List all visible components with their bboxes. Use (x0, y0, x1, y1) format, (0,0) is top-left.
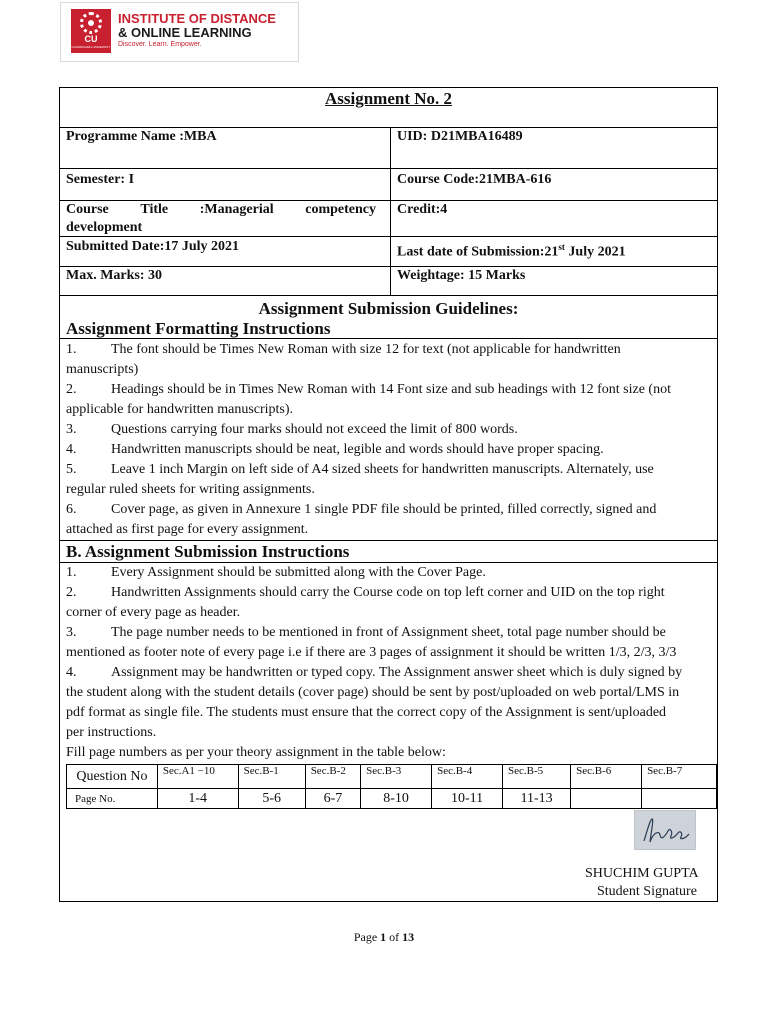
format-item-text: applicable for handwritten manuscripts). (66, 402, 294, 417)
logo-tagline: Discover. Learn. Empower. (118, 41, 202, 48)
last-date-of-submission (397, 239, 626, 261)
section-header: Sec.B-4 (432, 765, 503, 789)
weightage: Weightage: 15 Marks (397, 268, 526, 283)
submit-item-text: Every Assignment should be submitted along with the Cover Page. (111, 565, 486, 580)
page-range (571, 789, 642, 809)
format-item-text: Handwritten manuscripts should be neat, legible and words should have proper spacing. (111, 442, 604, 457)
format-item-number: 2. (66, 382, 77, 397)
format-item-text: regular ruled sheets for writing assignments. (66, 482, 315, 497)
last-date-sup: st (558, 242, 565, 252)
institute-logo (60, 2, 299, 62)
submit-item-text: per instructions. (66, 725, 157, 740)
submitted-date: Submitted Date:17 July 2021 (66, 239, 240, 254)
page-number-table (66, 764, 717, 809)
last-date-prefix: Last date of Submission:21 (397, 244, 559, 260)
submit-item-text: mentioned as footer note of every page i.e if there are 3 pages of assignment it should be written 1/3, 2/3, 3/3 (66, 645, 677, 660)
format-item-number: 4. (66, 442, 77, 457)
format-item-text: Cover page, as given in Annexure 1 single PDF file should be printed, filled correctly, signed and (111, 502, 657, 517)
format-item-text: Leave 1 inch Margin on left side of A4 sized sheets for handwritten manuscripts. Alternately, use (111, 462, 654, 477)
last-date-suffix: July 2021 (564, 244, 626, 260)
page-no-label: Page No. (67, 789, 158, 809)
logo-line-1: INSTITUTE OF DISTANCE (118, 11, 276, 26)
section-header: Sec.B-1 (238, 765, 305, 789)
fill-note: Fill page numbers as per your theory assignment in the table below: (66, 745, 446, 760)
page-range (642, 789, 717, 809)
section-header: Sec.B-3 (361, 765, 432, 789)
divider (60, 236, 717, 237)
submit-item-text: corner of every page as header. (66, 605, 241, 620)
format-item-number: 5. (66, 462, 77, 477)
format-item-number: 6. (66, 502, 77, 517)
format-item-number: 3. (66, 422, 77, 437)
submit-item-text: the student along with the student details (cover page) should be sent by post/uploaded on web portal/LMS in (66, 685, 680, 700)
course-code: Course Code:21MBA-616 (397, 172, 552, 187)
divider (60, 540, 717, 541)
divider (60, 200, 717, 201)
page-footer (0, 930, 768, 945)
course-title-word: Title (140, 202, 169, 217)
logo-line-2: & ONLINE LEARNING (118, 25, 252, 40)
divider (60, 127, 717, 128)
semester: Semester: I (66, 172, 135, 187)
divider (60, 562, 717, 563)
max-marks: Max. Marks: 30 (66, 268, 163, 283)
programme-name: Programme Name :MBA (66, 129, 217, 144)
student-name: SHUCHIM GUPTA (585, 866, 699, 881)
course-title-line2: development (66, 220, 143, 235)
page-prefix: Page (353, 930, 381, 944)
submit-item-number: 3. (66, 625, 77, 640)
course-title-word: :Managerial (199, 202, 274, 217)
format-item-number: 1. (66, 342, 77, 357)
assignment-title: Assignment No. 2 (324, 89, 453, 108)
section-header: Sec.B-7 (642, 765, 717, 789)
format-item-text: Headings should be in Times New Roman with 14 Font size and sub headings with 12 font size (not (111, 382, 671, 397)
assignment-frame (59, 87, 718, 902)
submission-heading: B. Assignment Submission Instructions (66, 542, 350, 561)
column-divider (390, 127, 391, 295)
format-item-text: The font should be Times New Roman with size 12 for text (not applicable for handwritten (111, 342, 621, 357)
course-title (66, 202, 376, 218)
submit-item-text: Assignment may be handwritten or typed copy. The Assignment answer sheet which is duly signed by (111, 665, 683, 680)
total-pages: 13 (402, 930, 415, 944)
section-header: Sec.B-2 (305, 765, 360, 789)
submit-item-number: 4. (66, 665, 77, 680)
submit-item-text: The page number needs to be mentioned in front of Assignment sheet, total page number should be (111, 625, 666, 640)
page-range: 8-10 (361, 789, 432, 809)
section-header: Sec.B-5 (503, 765, 571, 789)
section-header: Sec.A1 −10 (157, 765, 238, 789)
page-range: 6-7 (305, 789, 360, 809)
page-range: 1-4 (157, 789, 238, 809)
format-item-text: Questions carrying four marks should not exceed the limit of 800 words. (111, 422, 518, 437)
credit: Credit:4 (397, 202, 448, 217)
section-header: Sec.B-6 (571, 765, 642, 789)
format-item-text: manuscripts) (66, 362, 139, 377)
student-signature-label: Student Signature (597, 884, 697, 899)
university-seal-icon (71, 9, 111, 53)
submit-item-text: Handwritten Assignments should carry the Course code on top left corner and UID on the top right (111, 585, 665, 600)
page-range: 11-13 (503, 789, 571, 809)
submit-item-number: 1. (66, 565, 77, 580)
seal-text: CU (84, 34, 98, 44)
page-range: 5-6 (238, 789, 305, 809)
course-title-word: Course (66, 202, 109, 217)
current-page: 1 (380, 930, 387, 944)
divider (60, 295, 717, 296)
page-range: 10-11 (432, 789, 503, 809)
page-of: of (386, 930, 403, 944)
seal-small-text: CHANDIGARH UNIVERSITY (71, 45, 111, 49)
handwritten-signature-image (634, 810, 696, 850)
guidelines-heading: Assignment Submission Guidelines: (258, 299, 519, 318)
seal-wheel-icon (80, 12, 102, 34)
divider (60, 168, 717, 169)
submit-item-text: pdf format as single file. The students must ensure that the correct copy of the Assignment is sent/uploaded (66, 705, 667, 720)
signature-scribble-icon (635, 811, 695, 849)
formatting-heading: Assignment Formatting Instructions (66, 319, 331, 338)
submit-item-number: 2. (66, 585, 77, 600)
uid: UID: D21MBA16489 (397, 129, 523, 144)
divider (60, 266, 717, 267)
format-item-text: attached as first page for every assignment. (66, 522, 309, 537)
course-title-word: competency (305, 202, 376, 217)
question-no-label: Question No (67, 765, 158, 789)
